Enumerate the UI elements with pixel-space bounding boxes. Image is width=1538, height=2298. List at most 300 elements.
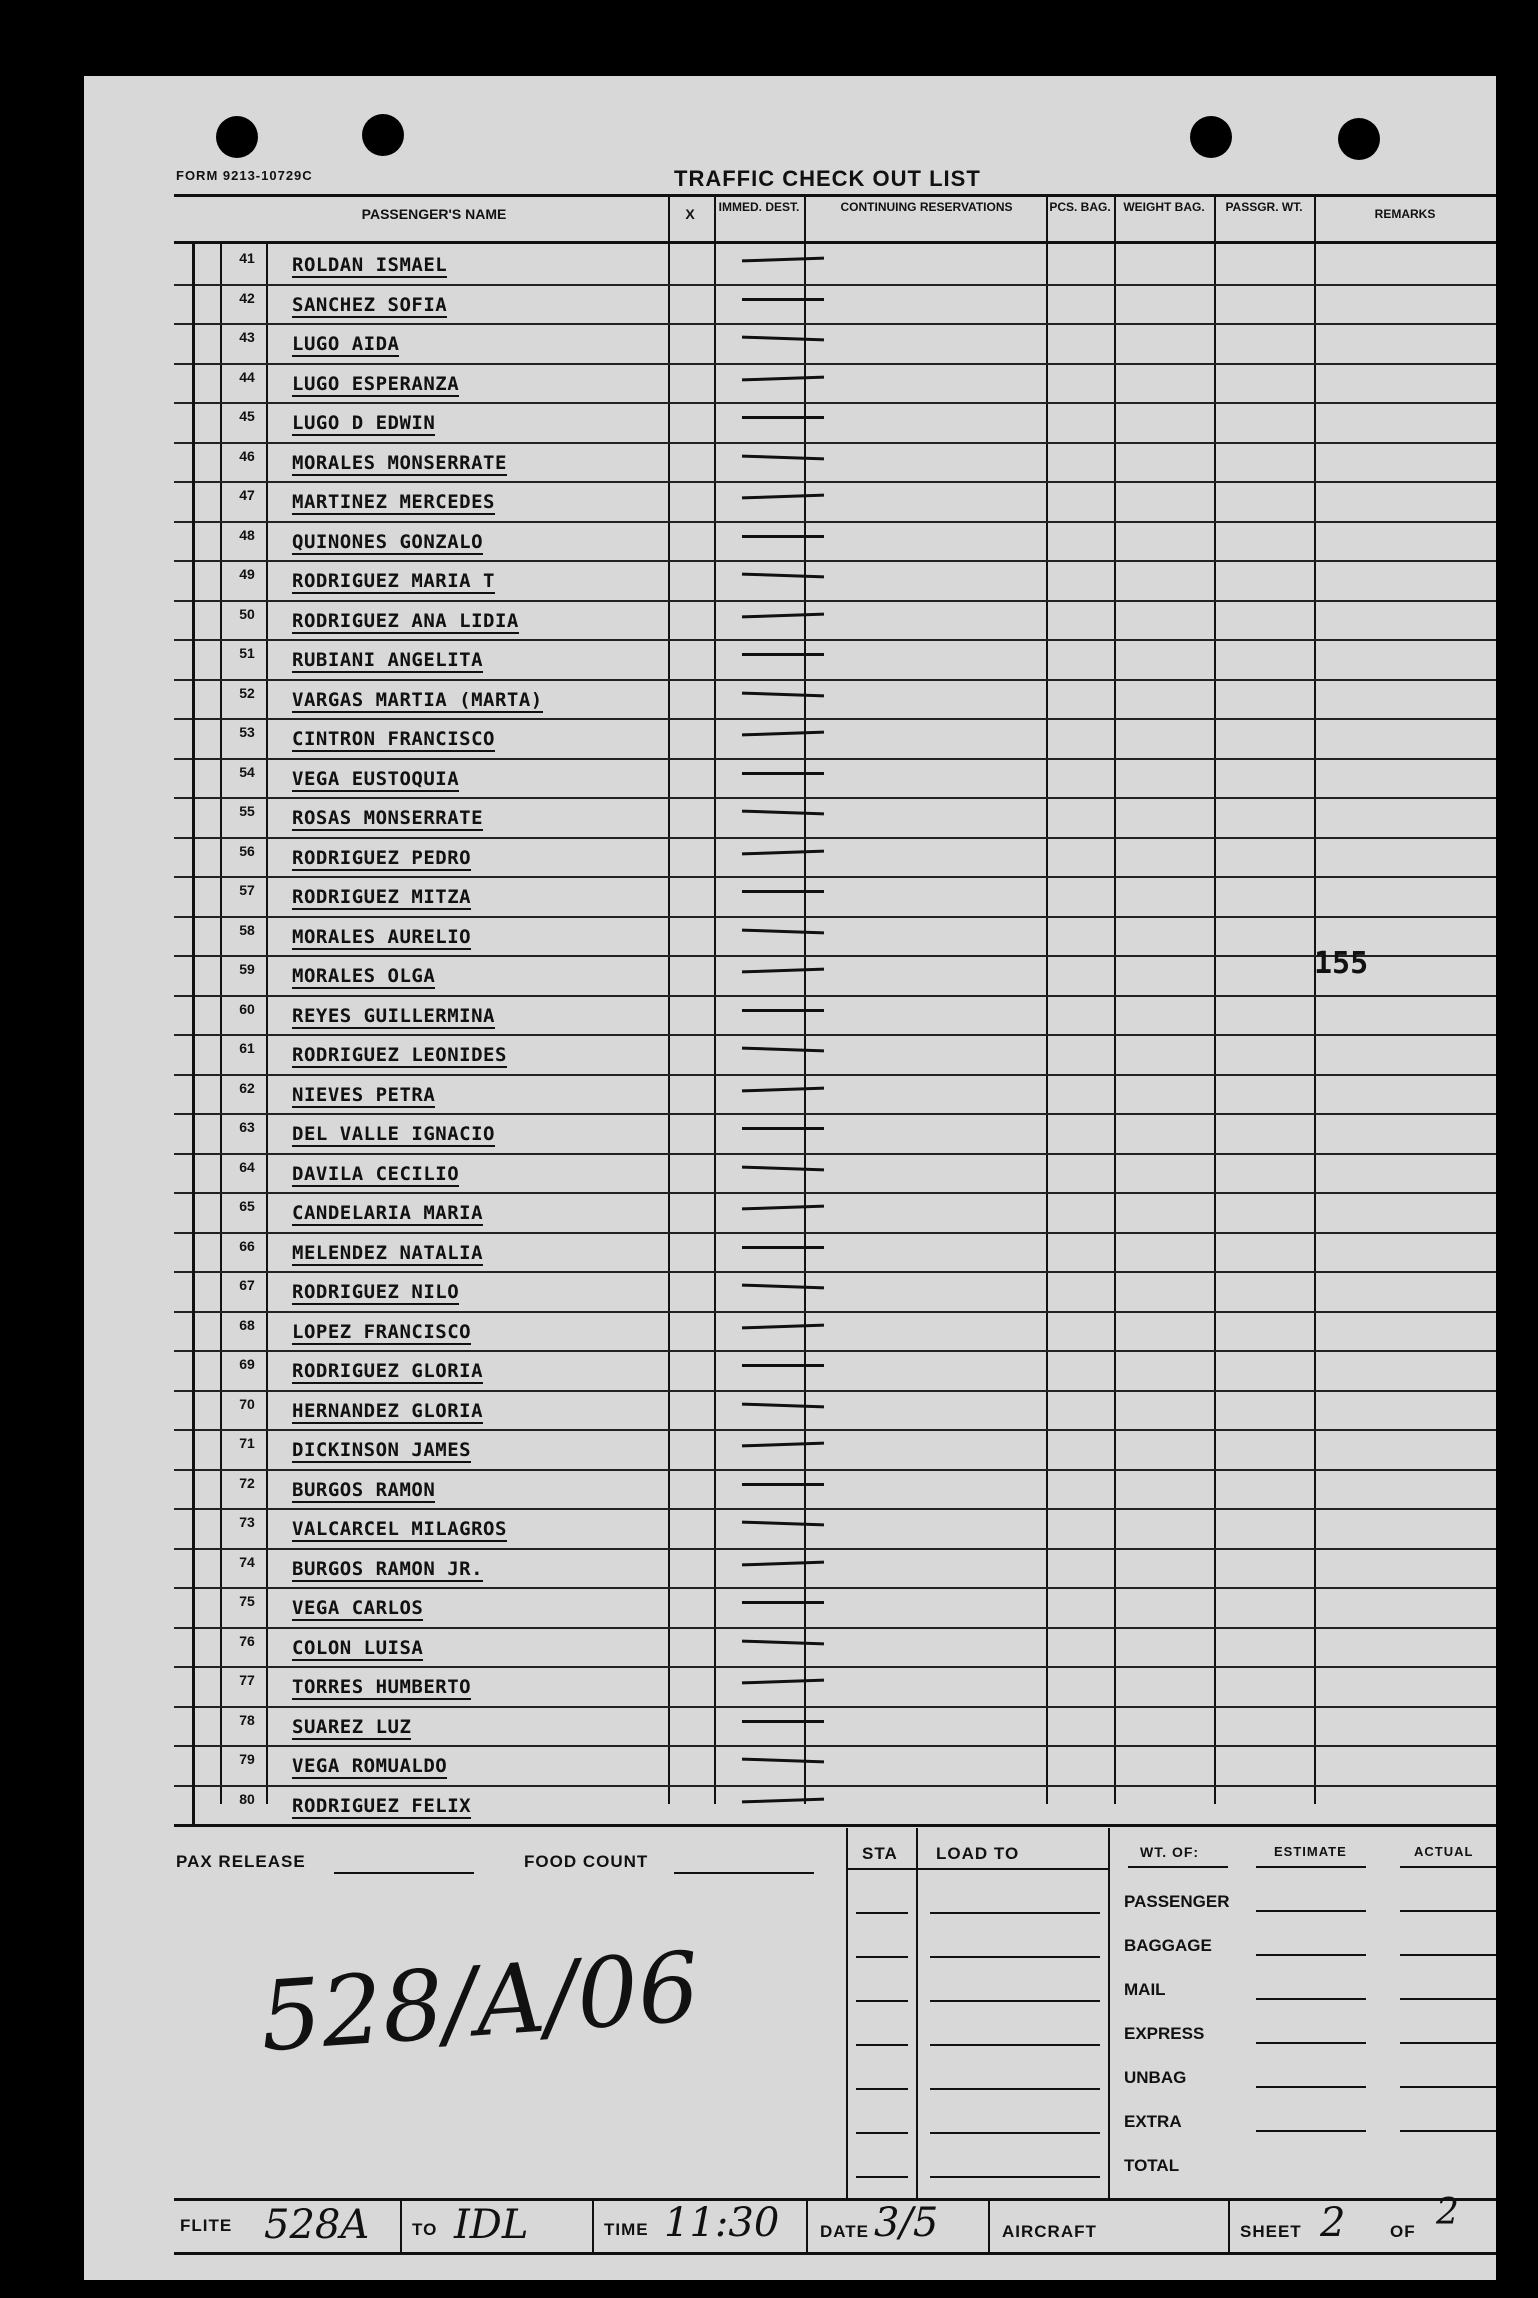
tally-mark [192, 244, 195, 284]
passenger-name [292, 1044, 507, 1066]
sta-blank [856, 2000, 908, 2002]
table-row [174, 244, 1496, 286]
seat-number: 68 [239, 1316, 255, 1333]
sta-blank [856, 2044, 908, 2046]
actual-blank [1400, 1998, 1496, 2000]
table-row [174, 284, 1496, 326]
load-to-blank [930, 2132, 1100, 2134]
to-label: TO [412, 2220, 438, 2239]
passenger-name [292, 1202, 483, 1224]
passenger-name-text: TORRES HUMBERTO [292, 1676, 472, 1698]
tally-mark [192, 1548, 195, 1588]
load-to-blank [930, 1956, 1100, 1958]
col-immed-dest: IMMED. DEST. [718, 200, 800, 214]
table-row [174, 481, 1496, 523]
passenger-name [292, 1163, 459, 1185]
passenger-name [292, 965, 435, 987]
passenger-name [292, 807, 483, 829]
tally-mark [192, 797, 195, 837]
seat-number: 78 [239, 1711, 255, 1728]
seat-number: 72 [239, 1474, 255, 1491]
load-to-label: LOAD TO [936, 1844, 1020, 1863]
passenger-name-text: ROLDAN ISMAEL [292, 254, 448, 276]
footer-div-1 [400, 2198, 402, 2254]
col-remarks: REMARKS [1374, 207, 1436, 221]
passenger-name-text: VEGA ROMUALDO [292, 1755, 448, 1777]
vline-loadto-right [1108, 1828, 1110, 2198]
passenger-name [292, 1479, 435, 1501]
seat-number: 59 [239, 961, 255, 977]
passenger-name-text: REYES GUILLERMINA [292, 1004, 495, 1027]
seat-number: 73 [239, 1514, 255, 1530]
load-to-blank [930, 2176, 1100, 2178]
passenger-name-text: VALCARCEL MILAGROS [292, 1518, 507, 1540]
time-label: TIME [604, 2220, 649, 2239]
passenger-name-text: RODRIGUEZ LEONIDES [292, 1044, 507, 1066]
checked-out-mark [742, 375, 824, 381]
passenger-name [292, 1716, 411, 1738]
table-row [174, 1429, 1496, 1471]
checked-out-mark [742, 454, 824, 460]
passenger-name [292, 254, 447, 276]
passenger-name [292, 1123, 495, 1145]
seat-number: 54 [239, 763, 255, 780]
checked-out-mark [742, 1086, 824, 1092]
table-row [174, 1666, 1496, 1708]
passenger-name [292, 531, 483, 553]
checked-out-mark [742, 1246, 824, 1249]
load-to-blank [930, 2044, 1100, 2046]
punch-hole-4 [1338, 118, 1380, 160]
punch-hole-2 [362, 114, 404, 156]
time-value: 11:30 [664, 2200, 780, 2246]
passenger-name-text: HERNANDEZ GLORIA [292, 1399, 484, 1422]
passenger-name-text: CINTRON FRANCISCO [292, 728, 495, 750]
passenger-name-text: COLON LUISA [292, 1636, 424, 1659]
passenger-name [292, 728, 495, 750]
checked-out-mark [742, 1560, 824, 1566]
table-row [174, 1192, 1496, 1234]
table-row [174, 1587, 1496, 1629]
sta-blank [856, 2088, 908, 2090]
tally-mark [192, 1311, 195, 1351]
seat-number: 60 [239, 1000, 255, 1017]
checked-out-mark [742, 1679, 824, 1685]
tally-mark [192, 1666, 195, 1706]
passenger-name-text: CANDELARIA MARIA [292, 1202, 484, 1224]
tally-mark [192, 916, 195, 956]
footer-div-5 [1228, 2198, 1230, 2254]
seat-number: 45 [239, 408, 255, 424]
passenger-name [292, 1518, 507, 1540]
checked-out-mark [742, 1521, 824, 1527]
checked-out-mark [742, 1205, 824, 1211]
passenger-name [292, 491, 495, 513]
estimate-blank [1256, 1954, 1366, 1956]
passenger-name-text: MORALES MONSERRATE [292, 451, 507, 474]
seat-number: 53 [239, 724, 255, 740]
tally-mark [192, 1627, 195, 1667]
passenger-name [292, 1439, 471, 1461]
table-row [174, 797, 1496, 839]
wt-of-label: WT. OF: [1140, 1844, 1200, 1860]
aircraft-label: AIRCRAFT [1002, 2222, 1097, 2241]
passenger-name-text: RODRIGUEZ ANA LIDIA [292, 609, 519, 632]
sta-underline [846, 1868, 1108, 1870]
passenger-name-text: SANCHEZ SOFIA [292, 293, 448, 316]
passenger-name [292, 1242, 483, 1264]
checked-out-mark [742, 1483, 824, 1486]
tally-mark [192, 639, 195, 679]
passenger-name [292, 1795, 471, 1817]
checked-out-mark [742, 573, 824, 579]
passenger-name-text: RODRIGUEZ GLORIA [292, 1360, 484, 1382]
col-pcs-bag: PCS. BAG. [1049, 200, 1111, 214]
remark-value-row-59: 155 [1314, 946, 1369, 981]
passenger-name [292, 1281, 459, 1303]
sheet-value: 2 [1320, 2200, 1346, 2246]
tally-mark [192, 837, 195, 877]
passenger-name-text: RODRIGUEZ PEDRO [292, 846, 472, 869]
bottom-section-rule [174, 1824, 1496, 1827]
tally-mark [192, 1390, 195, 1430]
col-passenger-name: PASSENGER'S NAME [361, 206, 507, 222]
tally-mark [192, 560, 195, 600]
table-row [174, 1785, 1496, 1827]
checked-out-mark [742, 1323, 824, 1329]
passenger-name-text: MELENDEZ NATALIA [292, 1241, 484, 1264]
sta-label: STA [862, 1844, 898, 1863]
checked-out-mark [742, 810, 824, 816]
passenger-name [292, 768, 459, 790]
sheet-label: SHEET [1240, 2222, 1302, 2241]
weight-row-label: UNBAG [1124, 2068, 1187, 2087]
passenger-name [292, 452, 507, 474]
flite-label: FLITE [180, 2216, 233, 2235]
checked-out-mark [742, 1720, 824, 1723]
tally-mark [192, 1074, 195, 1114]
vline-sta-right [916, 1828, 918, 2198]
checked-out-mark [742, 535, 824, 538]
passenger-name [292, 333, 399, 355]
seat-number: 62 [239, 1079, 255, 1096]
passenger-name-text: MORALES OLGA [292, 965, 436, 987]
checked-out-mark [742, 731, 824, 737]
seat-number: 49 [239, 566, 255, 582]
passenger-name [292, 1005, 495, 1027]
tally-mark [192, 442, 195, 482]
seat-number: 44 [239, 368, 255, 385]
pax-release-blank [334, 1872, 474, 1874]
passenger-name [292, 1597, 423, 1619]
passenger-name [292, 1084, 435, 1106]
table-row [174, 1271, 1496, 1313]
tally-mark [192, 1785, 195, 1825]
tally-mark [192, 1469, 195, 1509]
actual-blank [1400, 1954, 1496, 1956]
pax-release-label: PAX RELEASE [176, 1852, 306, 1871]
wt-underline-1 [1128, 1866, 1228, 1868]
passenger-name-text: LOPEZ FRANCISCO [292, 1320, 472, 1343]
tally-mark [192, 1745, 195, 1785]
tally-mark [192, 758, 195, 798]
passenger-name-text: DEL VALLE IGNACIO [292, 1123, 495, 1145]
seat-number: 48 [239, 526, 255, 543]
table-row [174, 323, 1496, 365]
checked-out-mark [742, 1758, 824, 1764]
passenger-name [292, 294, 447, 316]
table-row [174, 402, 1496, 444]
tally-mark [192, 1034, 195, 1074]
table-row [174, 521, 1496, 563]
table-row [174, 679, 1496, 721]
vline-sta-left [846, 1828, 848, 2198]
date-label: DATE [820, 2222, 870, 2241]
table-row [174, 916, 1496, 958]
table-row [174, 1153, 1496, 1195]
tally-mark [192, 1508, 195, 1548]
table-row [174, 1745, 1496, 1787]
estimate-blank [1256, 1910, 1366, 1912]
tally-mark [192, 1706, 195, 1746]
tally-mark [192, 521, 195, 561]
header-top-rule [174, 194, 1496, 197]
passenger-name-text: VARGAS MARTIA (MARTA) [292, 688, 543, 711]
table-row [174, 758, 1496, 800]
passenger-name-text: MORALES AURELIO [292, 925, 472, 948]
sta-blank [856, 2176, 908, 2178]
checked-out-mark [742, 1797, 824, 1803]
passenger-name [292, 689, 543, 711]
seat-number: 79 [239, 1751, 255, 1767]
passenger-name-text: LUGO AIDA [292, 333, 400, 355]
tally-mark [192, 1350, 195, 1390]
weight-row-label: BAGGAGE [1124, 1936, 1212, 1955]
actual-blank [1400, 2086, 1496, 2088]
passenger-name-text: RODRIGUEZ NILO [292, 1281, 460, 1303]
seat-number: 69 [239, 1356, 255, 1372]
sta-blank [856, 1956, 908, 1958]
table-row [174, 560, 1496, 602]
passenger-name-text: ROSAS MONSERRATE [292, 807, 484, 829]
weight-row-label: PASSENGER [1124, 1892, 1230, 1911]
passenger-name-text: MARTINEZ MERCEDES [292, 491, 495, 513]
table-row [174, 639, 1496, 681]
footer-bottom-rule [174, 2252, 1496, 2255]
passenger-name-text: RODRIGUEZ MITZA [292, 886, 472, 908]
seat-number: 41 [239, 250, 255, 266]
actual-blank [1400, 2130, 1496, 2132]
actual-blank [1400, 2042, 1496, 2044]
flite-value: 528A [264, 2202, 370, 2248]
form-title: TRAFFIC CHECK OUT LIST [674, 166, 981, 191]
table-row [174, 1469, 1496, 1511]
table-row [174, 363, 1496, 405]
passenger-name [292, 610, 519, 632]
footer-div-3 [806, 2198, 808, 2254]
checked-out-mark [742, 1284, 824, 1290]
table-row [174, 600, 1496, 642]
passenger-name-text: VEGA EUSTOQUIA [292, 767, 460, 790]
tally-mark [192, 955, 195, 995]
table-row [174, 1311, 1496, 1353]
punch-hole-1 [216, 116, 258, 158]
seat-number: 65 [239, 1198, 255, 1214]
seat-number: 66 [239, 1237, 255, 1254]
seat-number: 71 [239, 1435, 255, 1451]
seat-number: 42 [239, 289, 255, 306]
table-row [174, 718, 1496, 760]
checked-out-mark [742, 257, 824, 263]
checked-out-mark [742, 968, 824, 974]
passenger-name-text: NIEVES PETRA [292, 1083, 436, 1106]
checked-out-mark [742, 1009, 824, 1012]
tally-mark [192, 323, 195, 363]
checked-out-mark [742, 772, 824, 775]
tally-mark [192, 1271, 195, 1311]
table-row [174, 442, 1496, 484]
seat-number: 55 [239, 803, 255, 819]
table-row [174, 837, 1496, 879]
passenger-name-text: LUGO D EDWIN [292, 412, 436, 434]
checked-out-mark [742, 1639, 824, 1645]
weight-row-label: EXPRESS [1124, 2024, 1205, 2043]
passenger-name [292, 1637, 423, 1659]
footer-top-rule [174, 2198, 1496, 2201]
tally-mark [192, 1113, 195, 1153]
passenger-name [292, 570, 495, 592]
table-row [174, 1627, 1496, 1669]
table-row [174, 955, 1496, 997]
seat-number: 75 [239, 1593, 255, 1609]
seat-number: 70 [239, 1395, 255, 1412]
table-row [174, 1390, 1496, 1432]
of-value: 2 [1436, 2192, 1459, 2233]
tally-mark [192, 284, 195, 324]
table-row [174, 876, 1496, 918]
passenger-name-text: QUINONES GONZALO [292, 530, 484, 553]
seat-number: 76 [239, 1632, 255, 1649]
seat-number: 80 [239, 1790, 255, 1807]
checked-out-mark [742, 1127, 824, 1130]
col-weight-bag: WEIGHT BAG. [1123, 200, 1205, 214]
weight-row-label: TOTAL [1124, 2156, 1180, 2175]
checkout-form-sheet [84, 76, 1496, 2280]
checked-out-mark [742, 1047, 824, 1053]
passenger-name [292, 1321, 471, 1343]
estimate-blank [1256, 2042, 1366, 2044]
passenger-name [292, 847, 471, 869]
passenger-name-text: SUAREZ LUZ [292, 1715, 412, 1738]
sta-blank [856, 1912, 908, 1914]
weight-row-label: MAIL [1124, 1980, 1166, 1999]
seat-number: 47 [239, 487, 255, 503]
table-row [174, 1350, 1496, 1392]
passenger-name [292, 1360, 483, 1382]
footer-div-4 [988, 2198, 990, 2254]
table-row [174, 1706, 1496, 1748]
to-value: IDL [454, 2202, 529, 2248]
passenger-name [292, 1400, 483, 1422]
tally-mark [192, 718, 195, 758]
table-row [174, 1034, 1496, 1076]
tally-mark [192, 876, 195, 916]
checked-out-mark [742, 416, 824, 419]
checked-out-mark [742, 928, 824, 934]
wt-underline-2 [1256, 1866, 1366, 1868]
passenger-name [292, 1755, 447, 1777]
date-value: 3/5 [874, 2200, 939, 2246]
passenger-name [292, 1558, 483, 1580]
seat-number: 50 [239, 605, 255, 622]
checked-out-mark [742, 298, 824, 301]
seat-number: 51 [239, 645, 255, 661]
tally-mark [192, 402, 195, 442]
seat-number: 58 [239, 921, 255, 938]
tally-mark [192, 363, 195, 403]
actual-blank [1400, 1910, 1496, 1912]
estimate-blank [1256, 2086, 1366, 2088]
tally-mark [192, 1429, 195, 1469]
seat-number: 64 [239, 1158, 255, 1175]
checked-out-mark [742, 849, 824, 855]
food-count-label: FOOD COUNT [524, 1852, 649, 1871]
checked-out-mark [742, 612, 824, 618]
checked-out-mark [742, 890, 824, 893]
punch-hole-3 [1190, 116, 1232, 158]
checked-out-mark [742, 336, 824, 342]
footer-div-2 [592, 2198, 594, 2254]
table-row [174, 1074, 1496, 1116]
seat-number: 56 [239, 842, 255, 859]
passenger-name [292, 412, 435, 434]
checked-out-mark [742, 1165, 824, 1171]
passenger-name [292, 373, 459, 395]
tally-mark [192, 1587, 195, 1627]
tally-mark [192, 1153, 195, 1193]
checked-out-mark [742, 653, 824, 656]
col-continuing-reservations: CONTINUING RESERVATIONS [840, 200, 1013, 214]
table-row [174, 1113, 1496, 1155]
form-number: FORM 9213-10729C [176, 168, 313, 183]
passenger-name-text: VEGA CARLOS [292, 1597, 424, 1619]
wt-underline-3 [1400, 1866, 1496, 1868]
passenger-name-text: RUBIANI ANGELITA [292, 649, 484, 671]
estimate-blank [1256, 1998, 1366, 2000]
table-row [174, 1232, 1496, 1274]
tally-mark [192, 600, 195, 640]
passenger-name [292, 926, 471, 948]
load-to-blank [930, 2088, 1100, 2090]
handwritten-flight-id: 528/A/06 [256, 1930, 703, 2074]
sta-blank [856, 2132, 908, 2134]
col-x: X [685, 206, 695, 222]
checked-out-mark [742, 1364, 824, 1367]
passenger-name-text: DAVILA CECILIO [292, 1162, 460, 1185]
food-count-blank [674, 1872, 814, 1874]
seat-number: 57 [239, 882, 255, 898]
checked-out-mark [742, 494, 824, 500]
passenger-name [292, 649, 483, 671]
table-row [174, 995, 1496, 1037]
load-to-blank [930, 1912, 1100, 1914]
passenger-name-text: LUGO ESPERANZA [292, 372, 460, 395]
seat-number: 43 [239, 329, 255, 345]
passenger-name-text: DICKINSON JAMES [292, 1439, 472, 1461]
tally-mark [192, 1192, 195, 1232]
passenger-name-text: RODRIGUEZ FELIX [292, 1794, 472, 1817]
passenger-name-text: BURGOS RAMON JR. [292, 1557, 484, 1580]
